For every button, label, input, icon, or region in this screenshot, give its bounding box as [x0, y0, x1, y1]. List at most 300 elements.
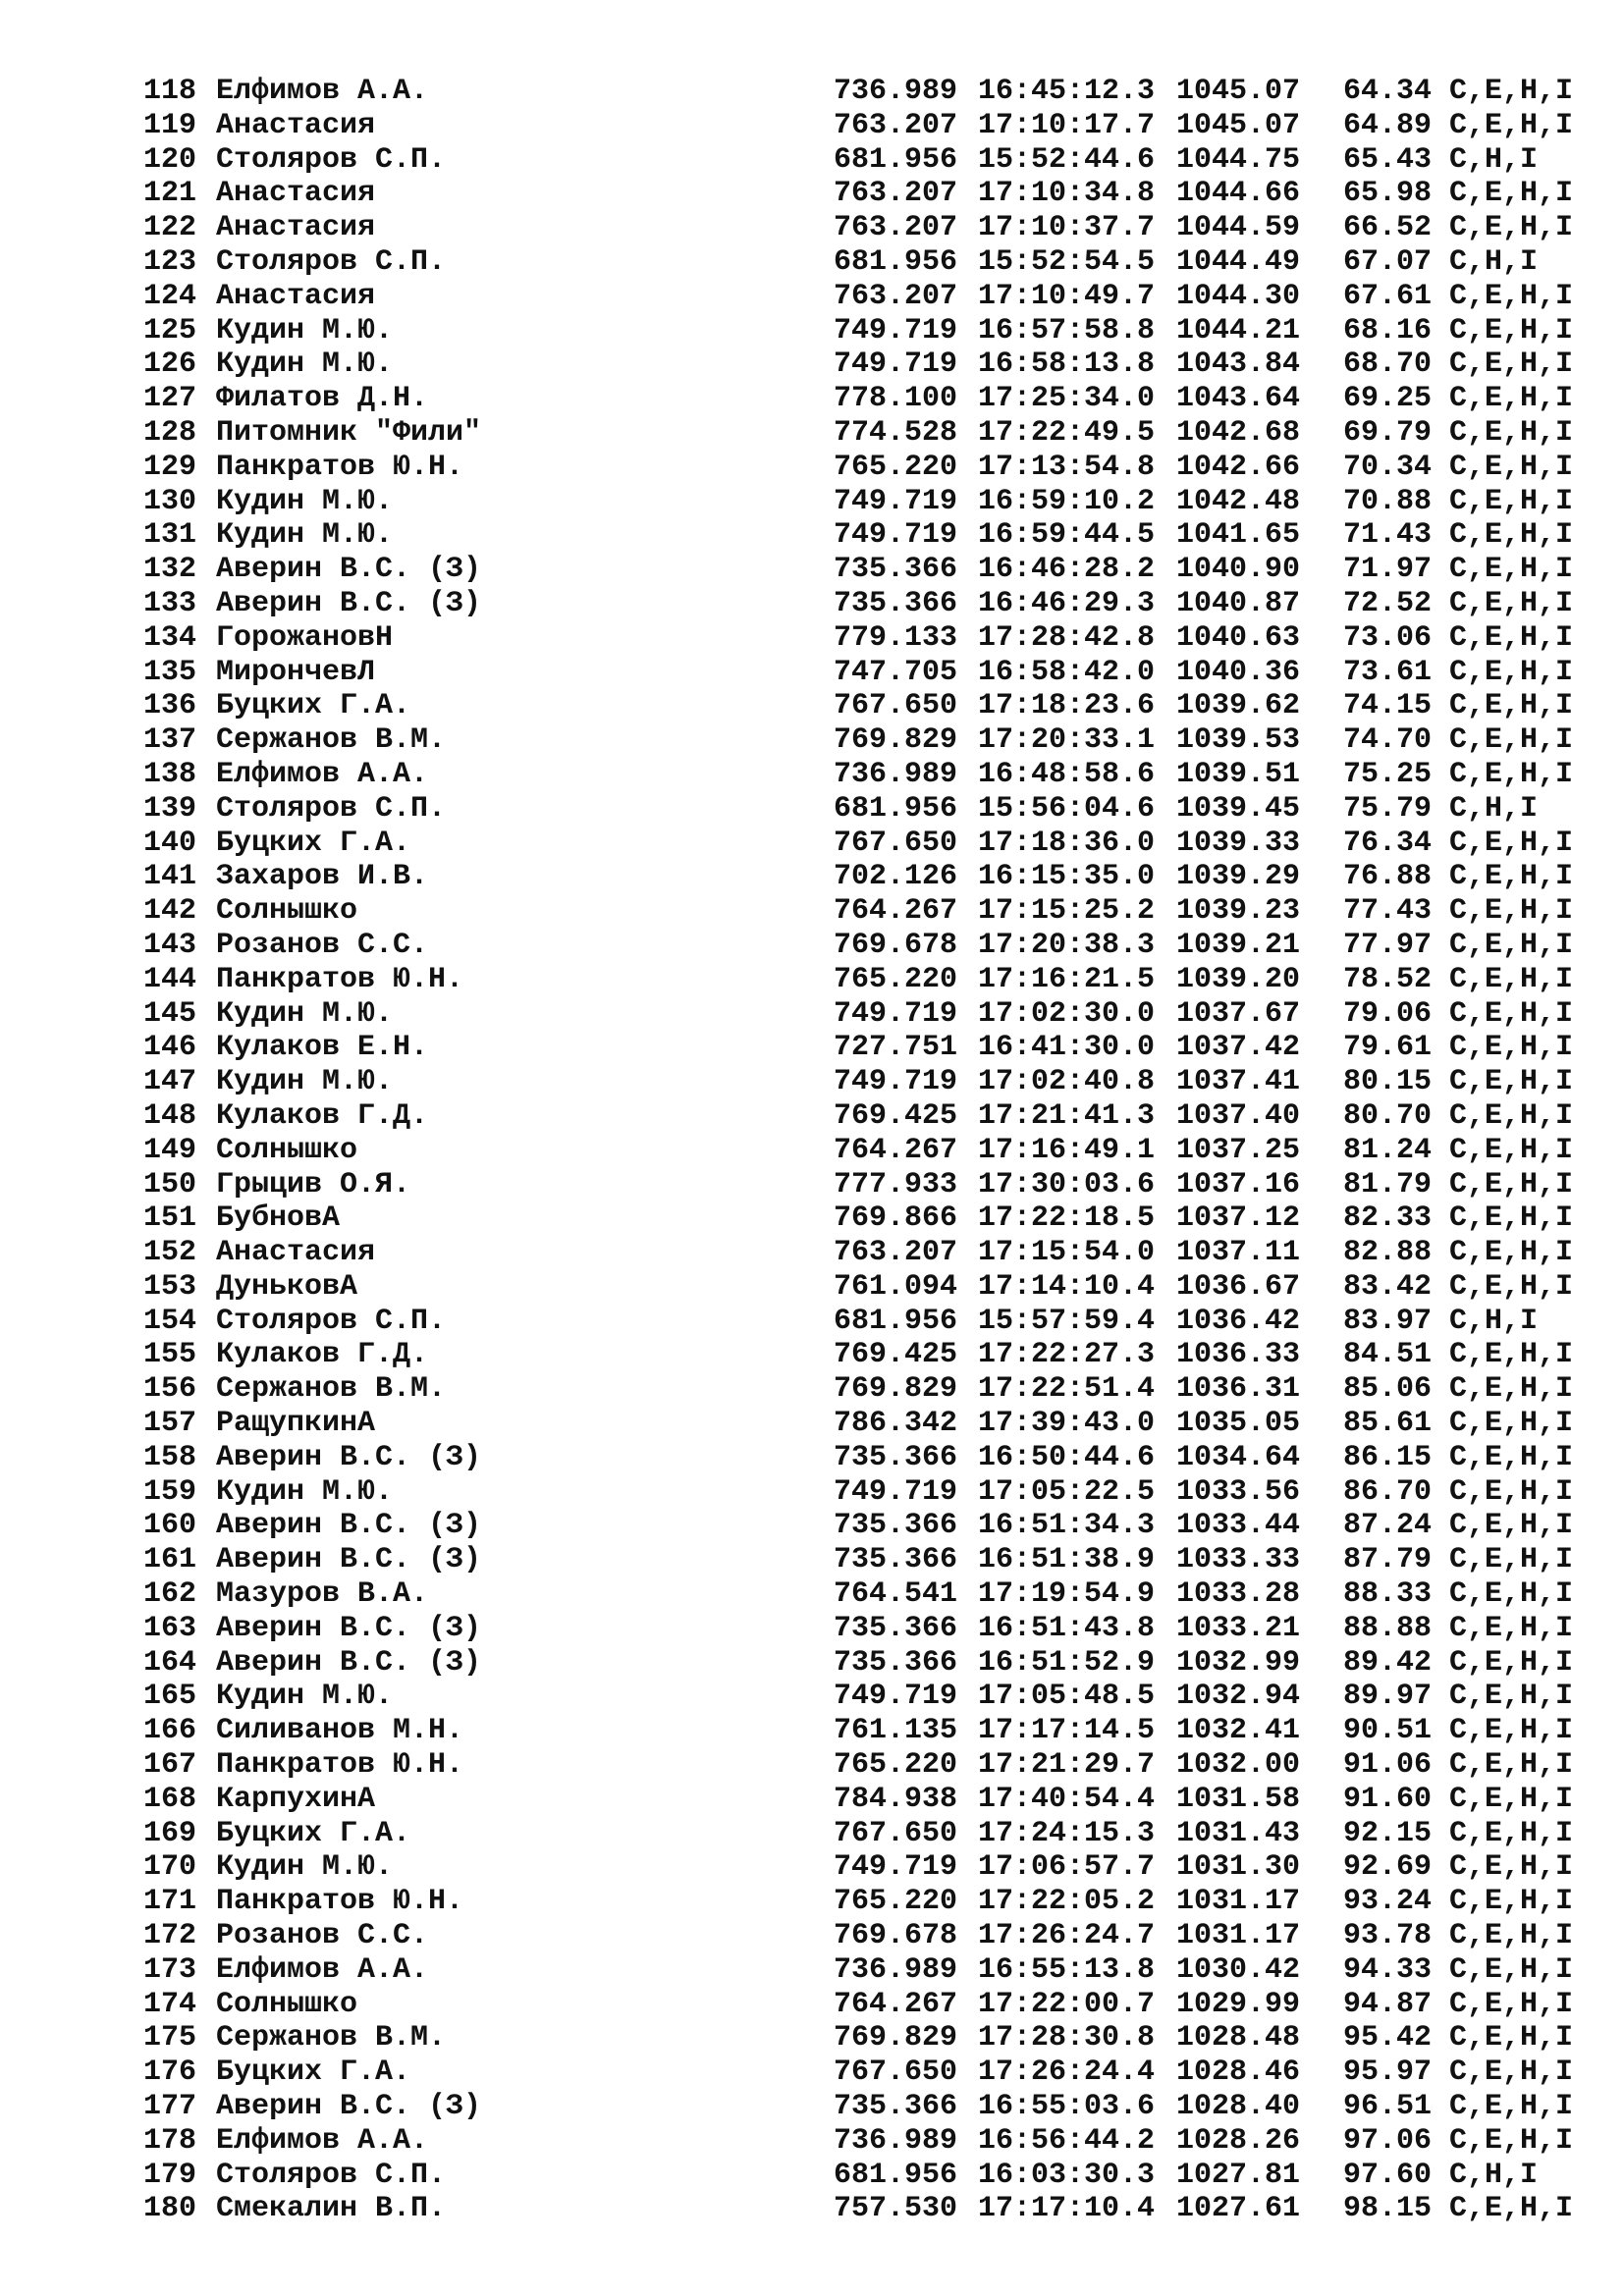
speed-cell: 1037.16	[1176, 1167, 1301, 1201]
name-cell: Анастасия	[216, 108, 376, 142]
time-cell: 15:57:59.4	[978, 1304, 1156, 1338]
speed-cell: 1033.21	[1176, 1611, 1301, 1645]
place-cell: 132	[143, 553, 197, 587]
place-cell: 142	[143, 894, 197, 929]
place-cell: 146	[143, 1031, 197, 1065]
name-cell: Аверин В.С. (З)	[216, 1440, 482, 1474]
percent-cell: 76.88	[1343, 860, 1433, 894]
flags-cell: C,E,H,I	[1449, 655, 1574, 689]
name-cell: Анастасия	[216, 1236, 376, 1270]
flags-cell: C,E,H,I	[1449, 1680, 1574, 1714]
place-cell: 179	[143, 2158, 197, 2192]
speed-cell: 1031.17	[1176, 1885, 1301, 1919]
place-cell: 125	[143, 313, 197, 347]
distance-cell: 767.650	[834, 826, 958, 860]
percent-cell: 81.79	[1343, 1167, 1433, 1201]
distance-cell: 763.207	[834, 177, 958, 211]
distance-cell: 765.220	[834, 450, 958, 484]
name-cell: Аверин В.С. (З)	[216, 586, 482, 620]
time-cell: 16:15:35.0	[978, 860, 1156, 894]
flags-cell: C,E,H,I	[1449, 1474, 1574, 1509]
time-cell: 17:22:51.4	[978, 1372, 1156, 1407]
name-cell: Кудин М.Ю.	[216, 1065, 394, 1099]
name-cell: ГорожановН	[216, 620, 394, 655]
distance-cell: 681.956	[834, 2158, 958, 2192]
place-cell: 139	[143, 791, 197, 826]
time-cell: 16:58:42.0	[978, 655, 1156, 689]
place-cell: 136	[143, 689, 197, 723]
time-cell: 17:39:43.0	[978, 1407, 1156, 1441]
speed-cell: 1036.31	[1176, 1372, 1301, 1407]
distance-cell: 769.866	[834, 1201, 958, 1236]
time-cell: 16:51:52.9	[978, 1645, 1156, 1680]
distance-cell: 735.366	[834, 2090, 958, 2124]
time-cell: 17:22:05.2	[978, 1885, 1156, 1919]
time-cell: 17:20:33.1	[978, 723, 1156, 758]
name-cell: Аверин В.С. (З)	[216, 1509, 482, 1543]
time-cell: 17:02:30.0	[978, 996, 1156, 1031]
distance-cell: 681.956	[834, 142, 958, 177]
speed-cell: 1039.33	[1176, 826, 1301, 860]
speed-cell: 1036.42	[1176, 1304, 1301, 1338]
place-cell: 145	[143, 996, 197, 1031]
percent-cell: 67.07	[1343, 244, 1433, 279]
speed-cell: 1035.05	[1176, 1407, 1301, 1441]
time-cell: 17:24:15.3	[978, 1816, 1156, 1850]
percent-cell: 68.16	[1343, 313, 1433, 347]
distance-cell: 769.425	[834, 1338, 958, 1372]
name-cell: Сержанов В.М.	[216, 2021, 447, 2056]
place-cell: 130	[143, 484, 197, 518]
speed-cell: 1033.44	[1176, 1509, 1301, 1543]
time-cell: 16:46:29.3	[978, 586, 1156, 620]
percent-cell: 74.70	[1343, 723, 1433, 758]
speed-cell: 1027.61	[1176, 2192, 1301, 2226]
name-cell: Розанов С.С.	[216, 1919, 429, 1953]
flags-cell: C,E,H,I	[1449, 1372, 1574, 1407]
time-cell: 16:03:30.3	[978, 2158, 1156, 2192]
flags-cell: C,E,H,I	[1449, 1611, 1574, 1645]
place-cell: 159	[143, 1474, 197, 1509]
place-cell: 160	[143, 1509, 197, 1543]
distance-cell: 764.267	[834, 894, 958, 929]
flags-cell: C,E,H,I	[1449, 2021, 1574, 2056]
flags-cell: C,E,H,I	[1449, 2090, 1574, 2124]
time-cell: 17:15:25.2	[978, 894, 1156, 929]
percent-cell: 83.97	[1343, 1304, 1433, 1338]
flags-cell: C,E,H,I	[1449, 450, 1574, 484]
time-cell: 16:45:12.3	[978, 75, 1156, 108]
place-cell: 162	[143, 1577, 197, 1612]
time-cell: 16:58:13.8	[978, 347, 1156, 382]
flags-cell: C,E,H,I	[1449, 313, 1574, 347]
distance-cell: 735.366	[834, 1440, 958, 1474]
percent-cell: 77.97	[1343, 928, 1433, 962]
name-cell: Анастасия	[216, 211, 376, 245]
flags-cell: C,E,H,I	[1449, 1952, 1574, 1987]
distance-cell: 727.751	[834, 1031, 958, 1065]
name-cell: Филатов Д.Н.	[216, 382, 429, 416]
place-cell: 161	[143, 1543, 197, 1577]
distance-cell: 749.719	[834, 1474, 958, 1509]
flags-cell: C,E,H,I	[1449, 1133, 1574, 1167]
place-cell: 156	[143, 1372, 197, 1407]
percent-cell: 88.88	[1343, 1611, 1433, 1645]
percent-cell: 70.34	[1343, 450, 1433, 484]
speed-cell: 1036.33	[1176, 1338, 1301, 1372]
flags-cell: C,E,H,I	[1449, 1098, 1574, 1133]
percent-cell: 75.79	[1343, 791, 1433, 826]
time-cell: 17:21:41.3	[978, 1098, 1156, 1133]
place-cell: 141	[143, 860, 197, 894]
distance-cell: 761.135	[834, 1714, 958, 1748]
percent-cell: 72.52	[1343, 586, 1433, 620]
name-cell: Буцких Г.А.	[216, 689, 411, 723]
time-cell: 17:30:03.6	[978, 1167, 1156, 1201]
distance-cell: 735.366	[834, 1645, 958, 1680]
speed-cell: 1044.49	[1176, 244, 1301, 279]
percent-cell: 75.25	[1343, 757, 1433, 791]
place-cell: 170	[143, 1850, 197, 1885]
time-cell: 17:25:34.0	[978, 382, 1156, 416]
flags-cell: C,E,H,I	[1449, 826, 1574, 860]
speed-cell: 1042.68	[1176, 415, 1301, 450]
percent-cell: 91.60	[1343, 1782, 1433, 1816]
speed-cell: 1040.90	[1176, 553, 1301, 587]
place-cell: 140	[143, 826, 197, 860]
flags-cell: C,H,I	[1449, 142, 1539, 177]
percent-cell: 71.97	[1343, 553, 1433, 587]
percent-cell: 68.70	[1343, 347, 1433, 382]
percent-cell: 81.24	[1343, 1133, 1433, 1167]
speed-cell: 1039.21	[1176, 928, 1301, 962]
speed-cell: 1039.45	[1176, 791, 1301, 826]
speed-cell: 1044.75	[1176, 142, 1301, 177]
speed-cell: 1041.65	[1176, 518, 1301, 553]
place-cell: 163	[143, 1611, 197, 1645]
place-cell: 177	[143, 2090, 197, 2124]
speed-cell: 1039.62	[1176, 689, 1301, 723]
distance-cell: 769.829	[834, 2021, 958, 2056]
percent-cell: 73.61	[1343, 655, 1433, 689]
name-cell: КарпухинА	[216, 1782, 376, 1816]
speed-cell: 1033.56	[1176, 1474, 1301, 1509]
time-cell: 16:41:30.0	[978, 1031, 1156, 1065]
place-cell: 135	[143, 655, 197, 689]
flags-cell: C,E,H,I	[1449, 757, 1574, 791]
name-cell: Столяров С.П.	[216, 142, 447, 177]
time-cell: 17:05:48.5	[978, 1680, 1156, 1714]
percent-cell: 93.24	[1343, 1885, 1433, 1919]
percent-cell: 73.06	[1343, 620, 1433, 655]
percent-cell: 85.06	[1343, 1372, 1433, 1407]
place-cell: 158	[143, 1440, 197, 1474]
speed-cell: 1031.30	[1176, 1850, 1301, 1885]
name-cell: МирончевЛ	[216, 655, 376, 689]
time-cell: 17:13:54.8	[978, 450, 1156, 484]
flags-cell: C,E,H,I	[1449, 1031, 1574, 1065]
place-cell: 168	[143, 1782, 197, 1816]
time-cell: 17:28:42.8	[978, 620, 1156, 655]
time-cell: 17:10:37.7	[978, 211, 1156, 245]
flags-cell: C,E,H,I	[1449, 1850, 1574, 1885]
name-cell: Кудин М.Ю.	[216, 484, 394, 518]
place-cell: 173	[143, 1952, 197, 1987]
name-cell: Анастасия	[216, 177, 376, 211]
name-cell: Анастасия	[216, 279, 376, 313]
distance-cell: 736.989	[834, 75, 958, 108]
name-cell: Кудин М.Ю.	[216, 313, 394, 347]
time-cell: 16:50:44.6	[978, 1440, 1156, 1474]
name-cell: РащупкинА	[216, 1407, 376, 1441]
percent-cell: 95.42	[1343, 2021, 1433, 2056]
flags-cell: C,E,H,I	[1449, 1543, 1574, 1577]
place-cell: 123	[143, 244, 197, 279]
percent-cell: 86.70	[1343, 1474, 1433, 1509]
speed-cell: 1033.28	[1176, 1577, 1301, 1612]
percent-cell: 82.33	[1343, 1201, 1433, 1236]
name-cell: Аверин В.С. (З)	[216, 553, 482, 587]
speed-cell: 1039.23	[1176, 894, 1301, 929]
time-cell: 17:15:54.0	[978, 1236, 1156, 1270]
name-cell: Кулаков Г.Д.	[216, 1098, 429, 1133]
place-cell: 124	[143, 279, 197, 313]
time-cell: 17:22:18.5	[978, 1201, 1156, 1236]
time-cell: 16:55:03.6	[978, 2090, 1156, 2124]
place-cell: 172	[143, 1919, 197, 1953]
flags-cell: C,E,H,I	[1449, 1748, 1574, 1783]
name-cell: Мазуров В.А.	[216, 1577, 429, 1612]
distance-cell: 784.938	[834, 1782, 958, 1816]
distance-cell: 763.207	[834, 108, 958, 142]
name-cell: Панкратов Ю.Н.	[216, 1748, 464, 1783]
percent-cell: 71.43	[1343, 518, 1433, 553]
percent-cell: 64.89	[1343, 108, 1433, 142]
speed-cell: 1043.64	[1176, 382, 1301, 416]
speed-cell: 1044.21	[1176, 313, 1301, 347]
name-cell: Сержанов В.М.	[216, 1372, 447, 1407]
flags-cell: C,E,H,I	[1449, 928, 1574, 962]
speed-cell: 1044.59	[1176, 211, 1301, 245]
speed-cell: 1031.58	[1176, 1782, 1301, 1816]
name-cell: Питомник "Фили"	[216, 415, 482, 450]
flags-cell: C,E,H,I	[1449, 1645, 1574, 1680]
time-cell: 16:57:58.8	[978, 313, 1156, 347]
name-cell: Буцких Г.А.	[216, 826, 411, 860]
percent-cell: 93.78	[1343, 1919, 1433, 1953]
name-cell: ДуньковА	[216, 1269, 358, 1304]
speed-cell: 1042.66	[1176, 450, 1301, 484]
flags-cell: C,E,H,I	[1449, 860, 1574, 894]
flags-cell: C,H,I	[1449, 2158, 1539, 2192]
time-cell: 17:22:00.7	[978, 1987, 1156, 2021]
flags-cell: C,E,H,I	[1449, 1885, 1574, 1919]
speed-cell: 1044.30	[1176, 279, 1301, 313]
distance-cell: 778.100	[834, 382, 958, 416]
distance-cell: 764.267	[834, 1133, 958, 1167]
place-cell: 171	[143, 1885, 197, 1919]
speed-cell: 1037.25	[1176, 1133, 1301, 1167]
flags-cell: C,E,H,I	[1449, 211, 1574, 245]
place-cell: 174	[143, 1987, 197, 2021]
place-cell: 120	[143, 142, 197, 177]
speed-cell: 1028.40	[1176, 2090, 1301, 2124]
distance-cell: 749.719	[834, 1850, 958, 1885]
distance-cell: 764.541	[834, 1577, 958, 1612]
percent-cell: 94.87	[1343, 1987, 1433, 2021]
place-cell: 144	[143, 962, 197, 996]
distance-cell: 767.650	[834, 2056, 958, 2090]
distance-cell: 774.528	[834, 415, 958, 450]
name-cell: Столяров С.П.	[216, 1304, 447, 1338]
time-cell: 17:17:10.4	[978, 2192, 1156, 2226]
time-cell: 17:18:36.0	[978, 826, 1156, 860]
flags-cell: C,E,H,I	[1449, 723, 1574, 758]
time-cell: 17:16:21.5	[978, 962, 1156, 996]
percent-cell: 90.51	[1343, 1714, 1433, 1748]
speed-cell: 1042.48	[1176, 484, 1301, 518]
place-cell: 128	[143, 415, 197, 450]
speed-cell: 1027.81	[1176, 2158, 1301, 2192]
percent-cell: 89.42	[1343, 1645, 1433, 1680]
distance-cell: 749.719	[834, 996, 958, 1031]
place-cell: 119	[143, 108, 197, 142]
flags-cell: C,E,H,I	[1449, 108, 1574, 142]
name-cell: Столяров С.П.	[216, 791, 447, 826]
time-cell: 17:20:38.3	[978, 928, 1156, 962]
place-cell: 121	[143, 177, 197, 211]
percent-cell: 95.97	[1343, 2056, 1433, 2090]
time-cell: 15:56:04.6	[978, 791, 1156, 826]
percent-cell: 65.98	[1343, 177, 1433, 211]
name-cell: Елфимов А.А.	[216, 75, 429, 108]
flags-cell: C,E,H,I	[1449, 415, 1574, 450]
distance-cell: 769.678	[834, 928, 958, 962]
flags-cell: C,E,H,I	[1449, 689, 1574, 723]
place-cell: 164	[143, 1645, 197, 1680]
percent-cell: 76.34	[1343, 826, 1433, 860]
percent-cell: 64.34	[1343, 75, 1433, 108]
distance-cell: 735.366	[834, 553, 958, 587]
place-cell: 138	[143, 757, 197, 791]
speed-cell: 1037.42	[1176, 1031, 1301, 1065]
place-cell: 175	[143, 2021, 197, 2056]
distance-cell: 761.094	[834, 1269, 958, 1304]
distance-cell: 749.719	[834, 518, 958, 553]
place-cell: 129	[143, 450, 197, 484]
speed-cell: 1037.12	[1176, 1201, 1301, 1236]
distance-cell: 763.207	[834, 279, 958, 313]
distance-cell: 763.207	[834, 1236, 958, 1270]
place-cell: 148	[143, 1098, 197, 1133]
speed-cell: 1045.07	[1176, 108, 1301, 142]
flags-cell: C,H,I	[1449, 1304, 1539, 1338]
speed-cell: 1029.99	[1176, 1987, 1301, 2021]
distance-cell: 769.425	[834, 1098, 958, 1133]
speed-cell: 1032.94	[1176, 1680, 1301, 1714]
place-cell: 153	[143, 1269, 197, 1304]
name-cell: Солнышко	[216, 1987, 358, 2021]
time-cell: 16:46:28.2	[978, 553, 1156, 587]
speed-cell: 1039.20	[1176, 962, 1301, 996]
percent-cell: 79.06	[1343, 996, 1433, 1031]
distance-cell: 736.989	[834, 2123, 958, 2158]
time-cell: 15:52:54.5	[978, 244, 1156, 279]
name-cell: Панкратов Ю.Н.	[216, 450, 464, 484]
distance-cell: 779.133	[834, 620, 958, 655]
flags-cell: C,E,H,I	[1449, 2123, 1574, 2158]
time-cell: 15:52:44.6	[978, 142, 1156, 177]
flags-cell: C,E,H,I	[1449, 1065, 1574, 1099]
flags-cell: C,E,H,I	[1449, 279, 1574, 313]
percent-cell: 98.15	[1343, 2192, 1433, 2226]
distance-cell: 736.989	[834, 757, 958, 791]
name-cell: Панкратов Ю.Н.	[216, 1885, 464, 1919]
name-cell: Аверин В.С. (З)	[216, 1543, 482, 1577]
time-cell: 17:19:54.9	[978, 1577, 1156, 1612]
place-cell: 155	[143, 1338, 197, 1372]
speed-cell: 1033.33	[1176, 1543, 1301, 1577]
percent-cell: 80.70	[1343, 1098, 1433, 1133]
place-cell: 169	[143, 1816, 197, 1850]
distance-cell: 765.220	[834, 1748, 958, 1783]
place-cell: 147	[143, 1065, 197, 1099]
distance-cell: 702.126	[834, 860, 958, 894]
place-cell: 178	[143, 2123, 197, 2158]
time-cell: 17:10:34.8	[978, 177, 1156, 211]
name-cell: Розанов С.С.	[216, 928, 429, 962]
name-cell: Аверин В.С. (З)	[216, 1611, 482, 1645]
distance-cell: 786.342	[834, 1407, 958, 1441]
distance-cell: 765.220	[834, 962, 958, 996]
speed-cell: 1032.41	[1176, 1714, 1301, 1748]
speed-cell: 1028.46	[1176, 2056, 1301, 2090]
place-cell: 122	[143, 211, 197, 245]
time-cell: 16:59:10.2	[978, 484, 1156, 518]
speed-cell: 1040.87	[1176, 586, 1301, 620]
distance-cell: 769.678	[834, 1919, 958, 1953]
percent-cell: 89.97	[1343, 1680, 1433, 1714]
place-cell: 166	[143, 1714, 197, 1748]
time-cell: 17:06:57.7	[978, 1850, 1156, 1885]
percent-cell: 66.52	[1343, 211, 1433, 245]
speed-cell: 1039.51	[1176, 757, 1301, 791]
place-cell: 131	[143, 518, 197, 553]
flags-cell: C,E,H,I	[1449, 1201, 1574, 1236]
name-cell: Елфимов А.А.	[216, 2123, 429, 2158]
name-cell: Сержанов В.М.	[216, 723, 447, 758]
name-cell: Столяров С.П.	[216, 2158, 447, 2192]
percent-cell: 92.69	[1343, 1850, 1433, 1885]
speed-cell: 1039.29	[1176, 860, 1301, 894]
percent-cell: 70.88	[1343, 484, 1433, 518]
time-cell: 17:17:14.5	[978, 1714, 1156, 1748]
distance-cell: 757.530	[834, 2192, 958, 2226]
place-cell: 133	[143, 586, 197, 620]
time-cell: 17:22:27.3	[978, 1338, 1156, 1372]
distance-cell: 735.366	[834, 1509, 958, 1543]
distance-cell: 747.705	[834, 655, 958, 689]
distance-cell: 736.989	[834, 1952, 958, 1987]
place-cell: 165	[143, 1680, 197, 1714]
distance-cell: 769.829	[834, 1372, 958, 1407]
distance-cell: 763.207	[834, 211, 958, 245]
time-cell: 17:16:49.1	[978, 1133, 1156, 1167]
percent-cell: 80.15	[1343, 1065, 1433, 1099]
percent-cell: 96.51	[1343, 2090, 1433, 2124]
speed-cell: 1031.43	[1176, 1816, 1301, 1850]
speed-cell: 1039.53	[1176, 723, 1301, 758]
